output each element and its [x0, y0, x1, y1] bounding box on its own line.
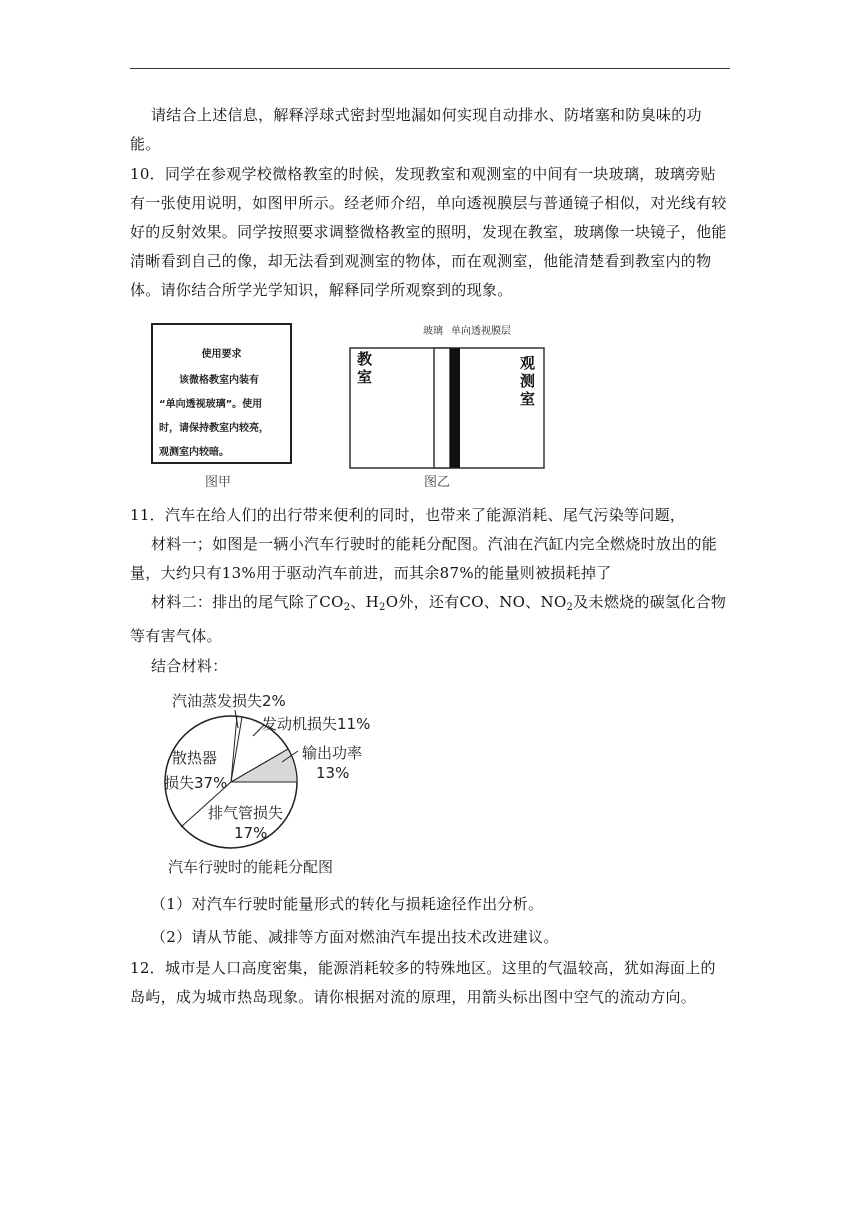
one-way-film [450, 348, 460, 468]
label-exhaust-2: 17% [234, 824, 268, 842]
figure-jia-caption: 图甲 [205, 475, 232, 490]
classroom-char-2: 室 [357, 368, 373, 386]
pie-caption: 汽车行驶时的能耗分配图 [168, 858, 334, 876]
notice-line-2: “单向透视玻璃”。使用 [159, 399, 263, 410]
notice-line-4: 观测室内较暗。 [159, 447, 229, 458]
combine-label: 结合材料： [151, 657, 228, 675]
label-exhaust-1: 排气管损失 [208, 804, 284, 822]
question-11: 11．汽车在给人们的出行带来便利的同时，也带来了能源消耗、尾气污染等问题， [130, 506, 686, 524]
question-12: 12．城市是人口高度密集，能源消耗较多的特殊地区。这里的气温较高，犹如海面上的岛屿，成为城市热岛现象。请你根据对流的原理，用箭头标出图中空气的流动方向。 [130, 959, 716, 1006]
label-engine: 发动机损失11% [262, 715, 371, 733]
label-radiator-2: 损失37% [164, 774, 228, 792]
header-rule [130, 68, 730, 69]
intro-paragraph: 请结合上述信息，解释浮球式密封型地漏如何实现自动排水、防堵塞和防臭味的功能。 [130, 106, 702, 153]
label-output-1: 输出功率 [302, 744, 363, 762]
label-evap: 汽油蒸发损失2% [172, 692, 286, 710]
observation-char-3: 室 [520, 390, 536, 408]
observation-char-2: 测 [520, 372, 536, 390]
material-2: 材料二：排出的尾气除了$CO_2$、$H_2O$外，还有CO、NO、$NO_2$及未燃烧的碳氢化合物等有害气体。 [130, 593, 727, 645]
label-output-2: 13% [316, 764, 350, 782]
figure-yi-caption: 图乙 [424, 475, 451, 490]
classroom-char-1: 教 [357, 350, 373, 368]
glass-label: 玻璃 [423, 326, 443, 337]
question-10: 10．同学在参观学校微格教室的时候，发现教室和观测室的中间有一块玻璃，玻璃旁贴有一张使用说明，如图甲所示。经老师介绍，单向透视膜层与普通镜子相似，对光线有较好的反射效果。同学按照要求调整微格教室的照明，发现在教室，玻璃像一块镜子，他能清晰看到自己的像，却无法看到观测室的物体，而在观测室，他能清楚看到教室内的物体。请你结合所学光学知识，解释同学所观察到的现象。 [130, 165, 727, 299]
glass-pane [434, 348, 450, 468]
notice-line-3: 时，请保持教室内较亮， [159, 423, 269, 434]
label-radiator-1: 散热器 [172, 749, 218, 767]
energy-pie-figure [150, 688, 380, 883]
question-11-part-2: （2）请从节能、减排等方面对燃油汽车提出技术改进建议。 [151, 928, 559, 946]
figure-yi-diagram [340, 318, 550, 473]
question-11-part-1: （1）对汽车行驶时能量形式的转化与损耗途径作出分析。 [151, 895, 544, 913]
film-label: 单向透视膜层 [451, 326, 511, 337]
notice-title: 使用要求 [201, 349, 242, 360]
material-1: 材料一；如图是一辆小汽车行驶时的能耗分配图。汽油在汽缸内完全燃烧时放出的能量，大约只有13%用于驱动汽车前进，而其余87%的能量则被损耗掉了 [130, 535, 718, 582]
observation-char-1: 观 [520, 354, 536, 372]
figure-jia-notice [151, 323, 292, 464]
notice-line-1: 该微格教室内装有 [179, 375, 259, 386]
